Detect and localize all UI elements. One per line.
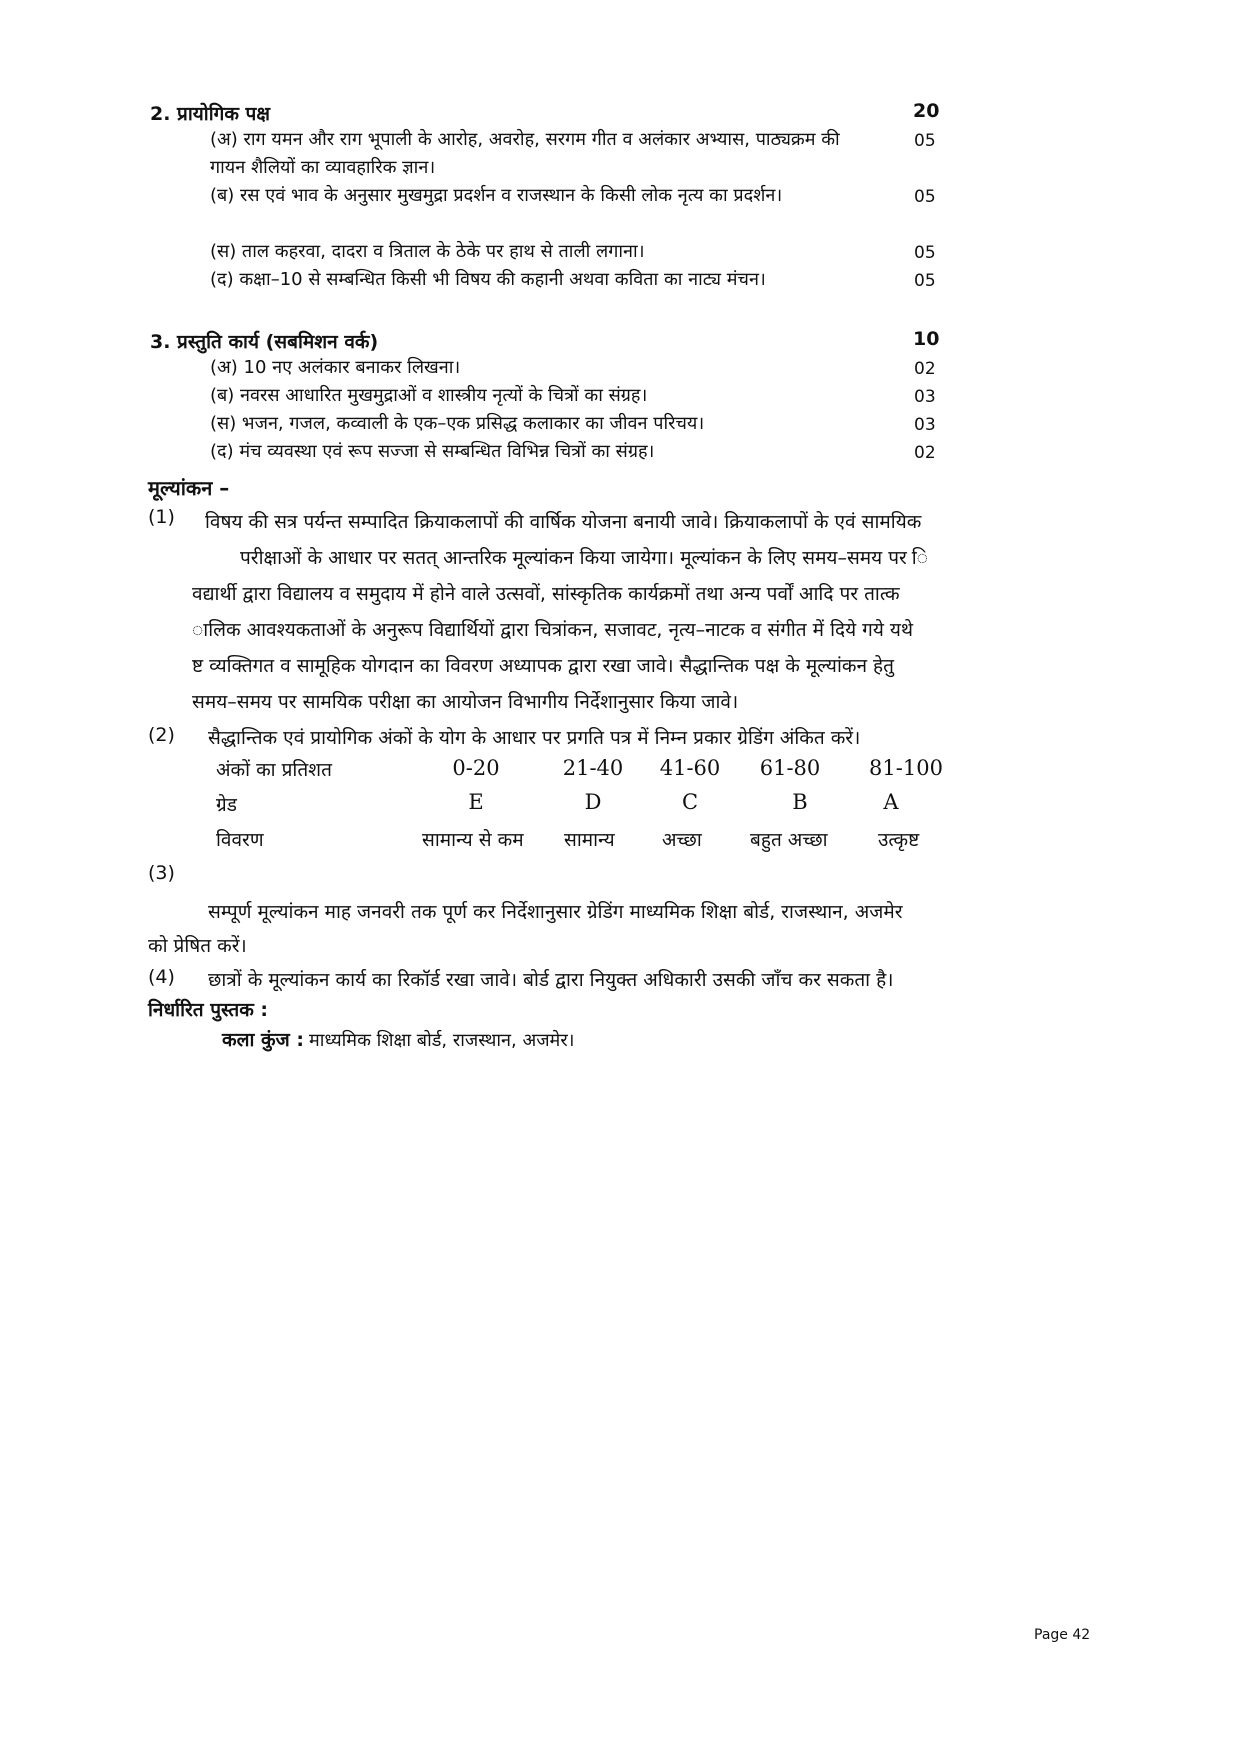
evaluation-point-3-line-1: सम्पूर्ण मूल्यांकन माह जनवरी तक पूर्ण कर निर्देशानुसार ग्रेडिंग माध्यमिक शिक्षा बोर्ड, राजस्थान, अजमेर <box>208 901 903 923</box>
evaluation-title: मूल्यांकन – <box>148 476 230 500</box>
submission-item-d: (द) मंच व्यवस्था एवं रूप सज्जा से सम्बन्धित विभिन्न चित्रों का संग्रह। <box>210 441 655 462</box>
grading-range-cell: 41-60 <box>659 756 721 780</box>
grading-range-cell: 81-100 <box>869 756 943 780</box>
page-number: Page 42 <box>1034 1627 1091 1643</box>
grading-description-cell: सामान्य <box>564 829 615 851</box>
grading-grade-cell: E <box>468 790 484 814</box>
evaluation-point-1-line-5: ष्ट व्यक्तिगत व सामूहिक योगदान का विवरण अध्यापक द्वारा रखा जावे। सैद्धान्तिक पक्ष के मूल्यांकन हेतु <box>192 655 894 677</box>
grading-range-cell: 21-40 <box>562 756 624 780</box>
grading-grade-cell: A <box>883 790 899 814</box>
prescribed-book-line <box>222 1026 575 1055</box>
evaluation-point-2-text: सैद्धान्तिक एवं प्रायोगिक अंकों के योग के आधार पर प्रगति पत्र में निम्न प्रकार ग्रेडिंग अंकित करें। <box>208 727 861 749</box>
evaluation-point-4-number: (4) <box>148 966 175 988</box>
grading-grade-cell: B <box>792 790 808 814</box>
practical-section-marks: 20 <box>913 100 940 122</box>
evaluation-point-1-line-6: समय–समय पर सामयिक परीक्षा का आयोजन विभागीय निर्देशानुसार किया जावे। <box>192 691 739 713</box>
grading-description-cell: बहुत अच्छा <box>750 829 828 851</box>
submission-item-c-marks: 03 <box>914 415 936 435</box>
evaluation-point-1-line-4: ालिक आवश्यकताओं के अनुरूप विद्यार्थियों द्वारा चित्रांकन, सजावट, नृत्य–नाटक व संगीत में दिये गये यथे <box>192 619 914 641</box>
practical-item-b-marks: 05 <box>914 187 936 207</box>
evaluation-point-4-text: छात्रों के मूल्यांकन कार्य का रिकॉर्ड रखा जावे। बोर्ड द्वारा नियुक्त अधिकारी उसकी जाँच कर सकता है। <box>208 969 894 991</box>
practical-item-c: (स) ताल कहरवा, दादरा व त्रिताल के ठेके पर हाथ से ताली लगाना। <box>210 241 645 262</box>
evaluation-point-1-line-2: परीक्षाओं के आधार पर सतत् आन्तरिक मूल्यांकन किया जायेगा। मूल्यांकन के लिए समय–समय पर ि <box>240 547 928 569</box>
evaluation-point-2-number: (2) <box>148 724 175 746</box>
grading-grade-cell: D <box>584 790 602 814</box>
evaluation-point-1-line-3: वद्यार्थी द्वारा विद्यालय व समुदाय में होने वाले उत्सवों, सांस्कृतिक कार्यक्रमों तथा अन्य पर्वों आदि पर तात्क <box>192 583 900 605</box>
grading-description-cell: अच्छा <box>662 829 702 851</box>
grading-range-cell: 61-80 <box>759 756 821 780</box>
grading-row-label-description: विवरण <box>216 829 264 851</box>
book-publisher: माध्यमिक शिक्षा बोर्ड, राजस्थान, अजमेर। <box>309 1030 575 1051</box>
practical-item-b: (ब) रस एवं भाव के अनुसार मुखमुद्रा प्रदर्शन व राजस्थान के किसी लोक नृत्य का प्रदर्शन। <box>210 185 783 206</box>
grading-description-cell: उत्कृष्ट <box>878 829 920 851</box>
practical-item-d: (द) कक्षा–10 से सम्बन्धित किसी भी विषय की कहानी अथवा कविता का नाट्य मंचन। <box>210 269 766 290</box>
submission-item-b-marks: 03 <box>914 387 936 407</box>
grading-row-label-percent: अंकों का प्रतिशत <box>216 759 332 781</box>
submission-item-b: (ब) नवरस आधारित मुखमुद्राओं व शास्त्रीय नृत्यों के चित्रों का संग्रह। <box>210 385 648 406</box>
grading-grade-cell: C <box>681 790 699 814</box>
evaluation-point-1-line-1: विषय की सत्र पर्यन्त सम्पादित क्रियाकलापों की वार्षिक योजना बनायी जावे। क्रियाकलापों के एवं सामयिक <box>205 511 922 533</box>
evaluation-point-3-line-2: को प्रेषित करें। <box>148 935 247 957</box>
evaluation-point-1-number: (1) <box>148 506 175 528</box>
submission-item-a: (अ) 10 नए अलंकार बनाकर लिखना। <box>210 357 461 378</box>
submission-item-c: (स) भजन, गजल, कव्वाली के एक–एक प्रसिद्ध कलाकार का जीवन परिचय। <box>210 413 705 434</box>
submission-section-title: 3. प्रस्तुति कार्य (सबमिशन वर्क) <box>150 331 379 353</box>
practical-item-c-marks: 05 <box>914 243 936 263</box>
practical-item-a: (अ) राग यमन और राग भूपाली के आरोह, अवरोह, सरगम गीत व अलंकार अभ्यास, पाठ्यक्रम की गायन शैलियों का व्यावहारिक ज्ञान। <box>210 129 840 178</box>
grading-description-cell: सामान्य से कम <box>422 829 524 851</box>
practical-item-a-marks: 05 <box>914 131 936 151</box>
grading-row-label-grade: ग्रेड <box>216 794 237 816</box>
book-name: कला कुंज : <box>222 1029 304 1051</box>
submission-item-d-marks: 02 <box>914 443 936 463</box>
submission-item-a-marks: 02 <box>914 359 936 379</box>
grading-range-cell: 0-20 <box>452 756 500 780</box>
evaluation-point-3-number: (3) <box>148 862 175 884</box>
practical-item-d-marks: 05 <box>914 271 936 291</box>
submission-section-marks: 10 <box>913 328 940 350</box>
prescribed-book-title: निर्धारित पुस्तक : <box>148 999 269 1021</box>
practical-section-title: 2. प्रायोगिक पक्ष <box>150 103 270 125</box>
